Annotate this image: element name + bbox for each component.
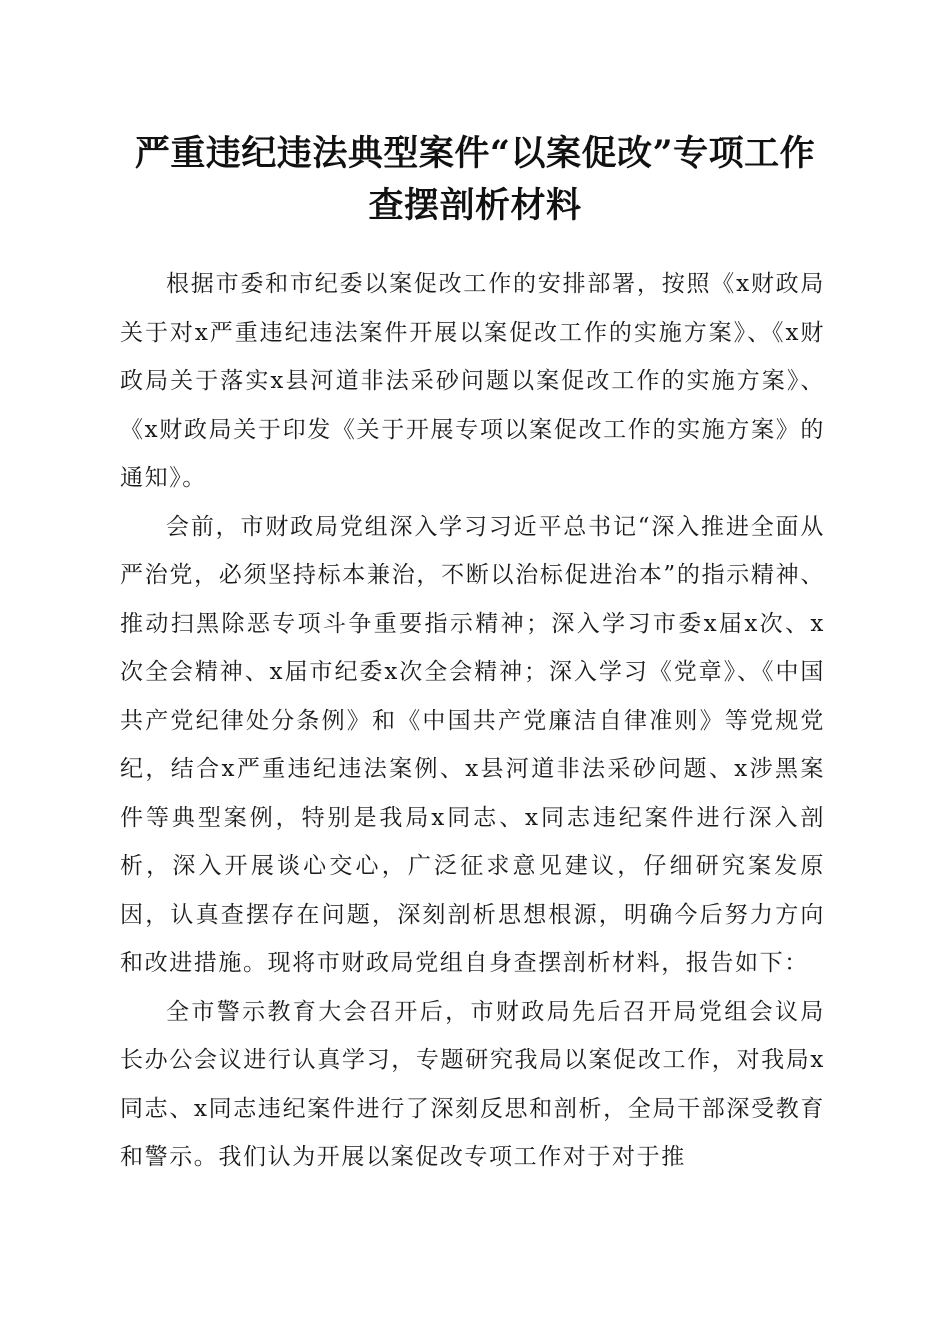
- paragraph-2: 会前，市财政局党组深入学习习近平总书记“深入推进全面从严治党，必须坚持标本兼治，不断以治标促进治本”的指示精神、推动扫黑除恶专项斗争重要指示精神；深入学习市委x届x次、x次全会精神、x届市纪委x次全会精神；深入学习《党章》、《中国共产党纪律处分条例》和《中国共产党廉洁自律准则》等党规党纪，结合x严重违纪违法案例、x县河道非法采砂问题、x涉黑案件等典型案例，特别是我局x同志、x同志违纪案件进行深入剖析，深入开展谈心交心，广泛征求意见建议，仔细研究案发原因，认真查摆存在问题，深刻剖析思想根源，明确今后努力方向和改进措施。现将市财政局党组自身查摆剖析材料，报告如下：: [120, 513, 825, 976]
- paragraph-3: 全市警示教育大会召开后，市财政局先后召开局党组会议局长办公会议进行认真学习，专题研究我局以案促改工作，对我局x同志、x同志违纪案件进行了深刻反思和剖析，全局干部深受教育和警示。我们认为开展以案促改专项工作对于对于推: [120, 998, 825, 1170]
- document-body: [120, 260, 825, 1182]
- paragraph-1: 根据市委和市纪委以案促改工作的安排部署，按照《x财政局关于对x严重违纪违法案件开展以案促改工作的实施方案》、《x财政局关于落实x县河道非法采砂问题以案促改工作的实施方案》、《x财政局关于印发《关于开展专项以案促改工作的实施方案》的通知》。: [120, 271, 825, 491]
- title-line-1: 严重违纪违法典型案件“以案促改”专项工作: [134, 133, 816, 174]
- document-title: [100, 128, 850, 232]
- title-line-2: 查摆剖析材料: [368, 185, 582, 226]
